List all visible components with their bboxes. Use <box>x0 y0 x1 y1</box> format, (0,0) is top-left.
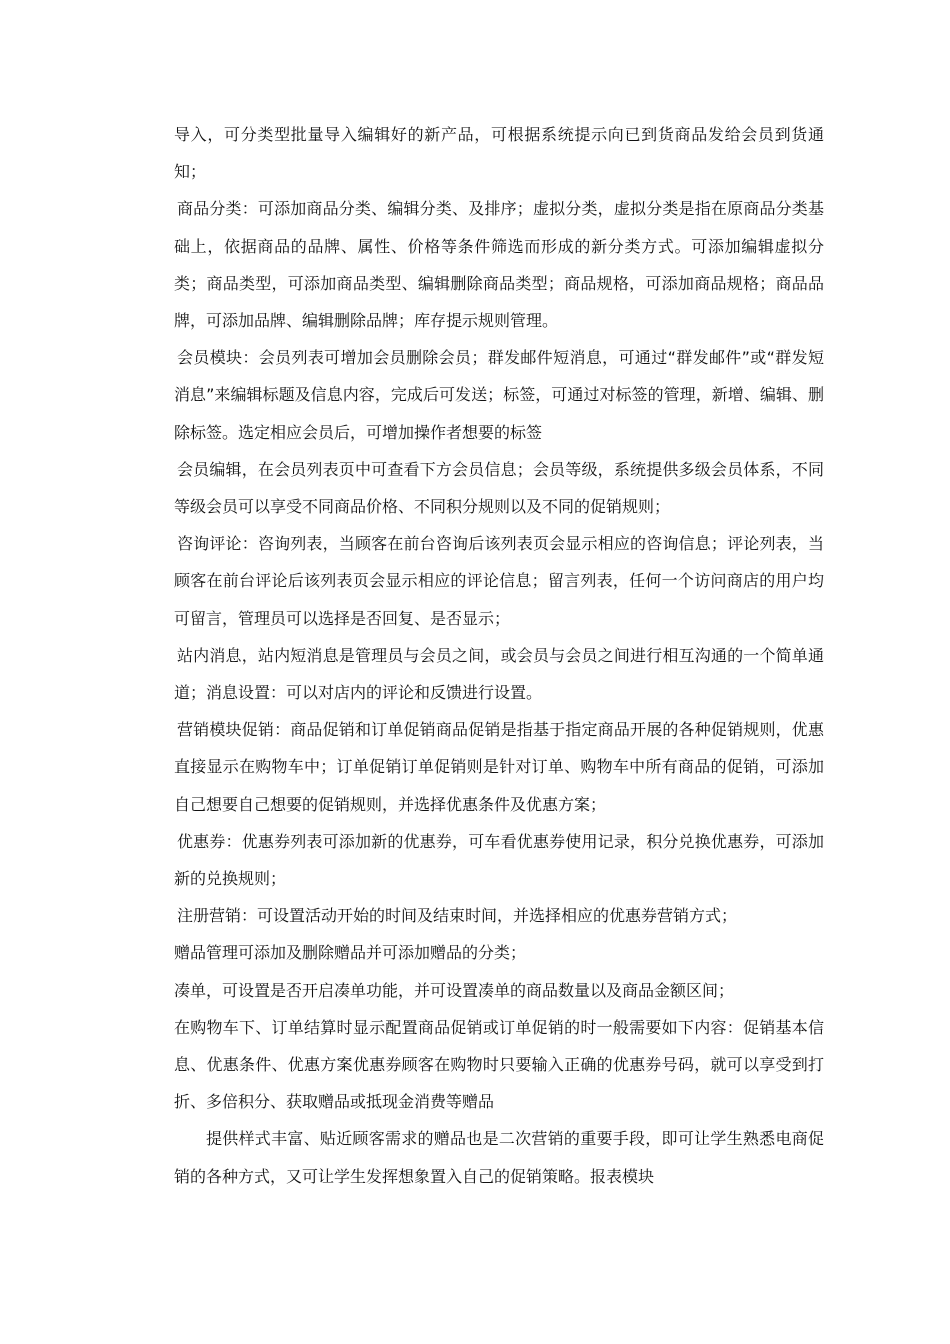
paragraph-consult-review: 咨询评论：咨询列表，当顾客在前台咨询后该列表页会显示相应的咨询信息；评论列表，当顾客在前台评论后该列表页会显示相应的评论信息；留言列表，任何一个访问商店的用户均可留言，管理员可以选择是否回复、是否显示； <box>174 534 824 628</box>
document-body <box>174 116 824 1195</box>
paragraph-bundle-order: 凑单，可设置是否开启凑单功能，并可设置凑单的商品数量以及商品金额区间； <box>174 980 735 1000</box>
paragraph-coupon: 优惠券：优惠券列表可添加新的优惠券，可车看优惠券使用记录，积分兑换优惠券，可添加新的兑换规则； <box>174 831 824 889</box>
paragraph-member-module: 会员模块：会员列表可增加会员删除会员；群发邮件短消息，可通过“群发邮件”或“群发短消息”来编辑标题及信息内容，完成后可发送；标签，可通过对标签的管理，新增、编辑、删除标签。选定相应会员后，可增加操作者想要的标签 <box>174 348 824 442</box>
paragraph-cart-checkout: 在购物车下、订单结算时显示配置商品促销或订单促销的时一般需要如下内容：促销基本信息、优惠条件、优惠方案优惠券顾客在购物时只要输入正确的优惠券号码，就可以享受到打折、多倍积分、获取赠品或抵现金消费等赠品 <box>174 1017 824 1112</box>
paragraph-gift-management: 赠品管理可添加及删除赠品并可添加赠品的分类； <box>174 943 527 963</box>
paragraph-product-category: 商品分类：可添加商品分类、编辑分类、及排序；虚拟分类，虚拟分类是指在原商品分类基础上，依据商品的品牌、属性、价格等条件筛选而形成的新分类方式。可添加编辑虚拟分类；商品类型，可添加商品类型、编辑删除商品类型；商品规格，可添加商品规格；商品品牌，可添加品牌、编辑删除品牌；库存提示规则管理。 <box>174 199 824 331</box>
paragraph-member-edit: 会员编辑，在会员列表页中可查看下方会员信息；会员等级，系统提供多级会员体系，不同等级会员可以享受不同商品价格、不同积分规则以及不同的促销规则； <box>174 459 824 517</box>
paragraph-site-message: 站内消息，站内短消息是管理员与会员之间，或会员与会员之间进行相互沟通的一个简单通道；消息设置：可以对店内的评论和反馈进行设置。 <box>174 645 824 703</box>
paragraph-product-import: 导入，可分类型批量导入编辑好的新产品，可根据系统提示向已到货商品发给会员到货通知； <box>174 125 824 182</box>
paragraph-register-marketing: 注册营销：可设置活动开始的时间及结束时间，并选择相应的优惠券营销方式； <box>177 906 738 926</box>
paragraph-marketing-promotion: 营销模块促销：商品促销和订单促销商品促销是指基于指定商品开展的各种促销规则，优惠直接显示在购物车中；订单促销订单促销则是针对订单、购物车中所有商品的促销，可添加自己想要自己想要的促销规则，并选择优惠条件及优惠方案； <box>174 720 824 814</box>
paragraph-gift-strategy: 提供样式丰富、贴近顾客需求的赠品也是二次营销的重要手段，即可让学生熟悉电商促销的各种方式，又可让学生发挥想象置入自己的促销策略。报表模块 <box>174 1129 824 1186</box>
